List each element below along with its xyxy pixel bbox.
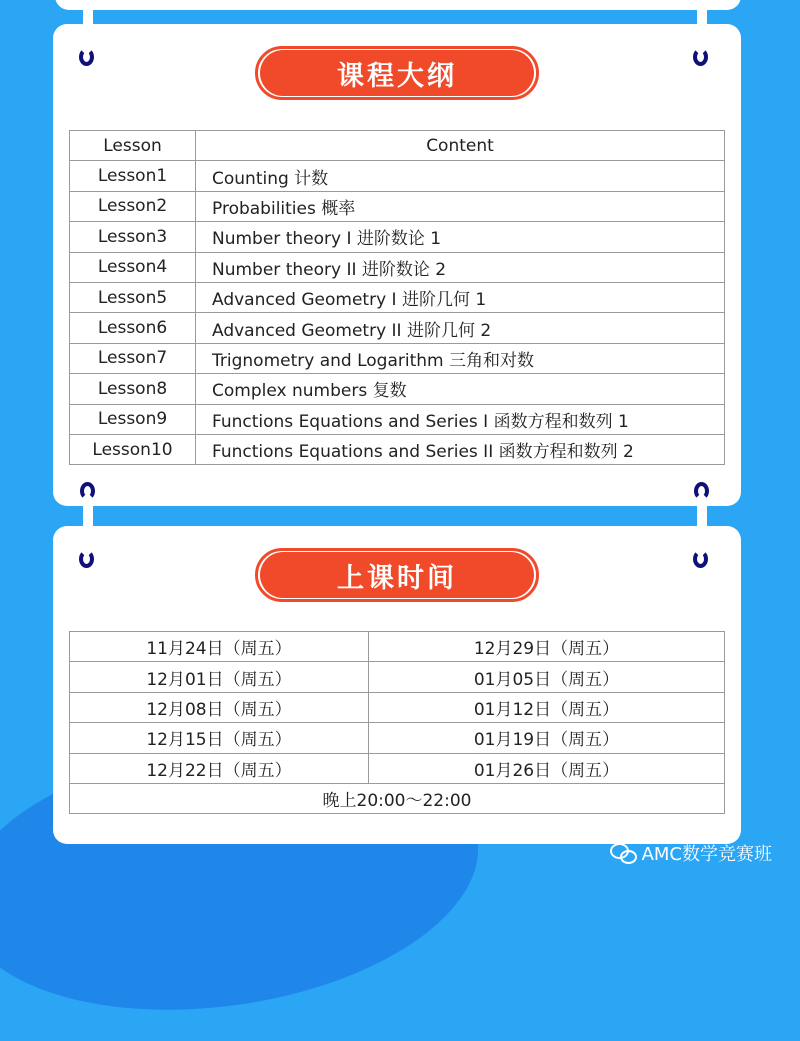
table-row [70, 632, 725, 662]
lesson-cell: Lesson10 [70, 434, 196, 464]
date-cell: 12月29日（周五） [369, 632, 725, 662]
syllabus-banner [255, 46, 539, 100]
table-row [70, 434, 725, 464]
table-row [70, 692, 725, 722]
content-cell: Functions Equations and Series II 函数方程和数列 2 [196, 434, 725, 464]
date-cell: 01月12日（周五） [369, 692, 725, 722]
lesson-cell: Lesson3 [70, 222, 196, 252]
lesson-cell: Lesson6 [70, 313, 196, 343]
ring-icon [79, 48, 94, 66]
table-row [70, 343, 725, 373]
content-cell: Probabilities 概率 [196, 191, 725, 221]
table-row [70, 374, 725, 404]
column-header-content: Content [196, 131, 725, 161]
date-cell: 01月05日（周五） [369, 662, 725, 692]
ring-icon [79, 550, 94, 568]
table-row [70, 252, 725, 282]
table-row [70, 404, 725, 434]
content-cell: Trignometry and Logarithm 三角和对数 [196, 343, 725, 373]
lesson-cell: Lesson2 [70, 191, 196, 221]
table-row [70, 222, 725, 252]
table-row [70, 723, 725, 753]
date-cell: 12月08日（周五） [70, 692, 369, 722]
date-cell: 01月19日（周五） [369, 723, 725, 753]
lesson-cell: Lesson8 [70, 374, 196, 404]
date-cell: 12月01日（周五） [70, 662, 369, 692]
schedule-table [69, 631, 725, 814]
column-header-lesson: Lesson [70, 131, 196, 161]
table-row [70, 313, 725, 343]
table-row [70, 282, 725, 312]
lesson-cell: Lesson5 [70, 282, 196, 312]
date-cell: 12月22日（周五） [70, 753, 369, 783]
ring-icon [693, 48, 708, 66]
watermark [610, 840, 772, 866]
watermark-text: AMC数学竞赛班 [641, 844, 772, 865]
time-row [70, 783, 725, 813]
content-cell: Complex numbers 复数 [196, 374, 725, 404]
lesson-cell: Lesson4 [70, 252, 196, 282]
content-cell: Number theory I 进阶数论 1 [196, 222, 725, 252]
date-cell: 01月26日（周五） [369, 753, 725, 783]
schedule-title: 上课时间 [260, 552, 534, 598]
table-row [70, 191, 725, 221]
wechat-icon [610, 843, 636, 863]
syllabus-title: 课程大纲 [260, 50, 534, 96]
content-cell: Advanced Geometry I 进阶几何 1 [196, 282, 725, 312]
class-time: 晚上20:00～22:00 [70, 783, 725, 813]
content-cell: Counting 计数 [196, 161, 725, 191]
content-cell: Advanced Geometry II 进阶几何 2 [196, 313, 725, 343]
schedule-banner [255, 548, 539, 602]
content-cell: Number theory II 进阶数论 2 [196, 252, 725, 282]
date-cell: 11月24日（周五） [70, 632, 369, 662]
syllabus-table [69, 130, 725, 465]
table-header-row [70, 131, 725, 161]
ring-icon [693, 550, 708, 568]
content-cell: Functions Equations and Series I 函数方程和数列 1 [196, 404, 725, 434]
ring-icon [80, 482, 95, 500]
table-row [70, 662, 725, 692]
lesson-cell: Lesson1 [70, 161, 196, 191]
table-row [70, 161, 725, 191]
schedule-card [53, 526, 741, 844]
previous-card-edge [55, 0, 741, 10]
syllabus-card [53, 24, 741, 506]
lesson-cell: Lesson7 [70, 343, 196, 373]
date-cell: 12月15日（周五） [70, 723, 369, 753]
table-row [70, 753, 725, 783]
ring-icon [694, 482, 709, 500]
lesson-cell: Lesson9 [70, 404, 196, 434]
